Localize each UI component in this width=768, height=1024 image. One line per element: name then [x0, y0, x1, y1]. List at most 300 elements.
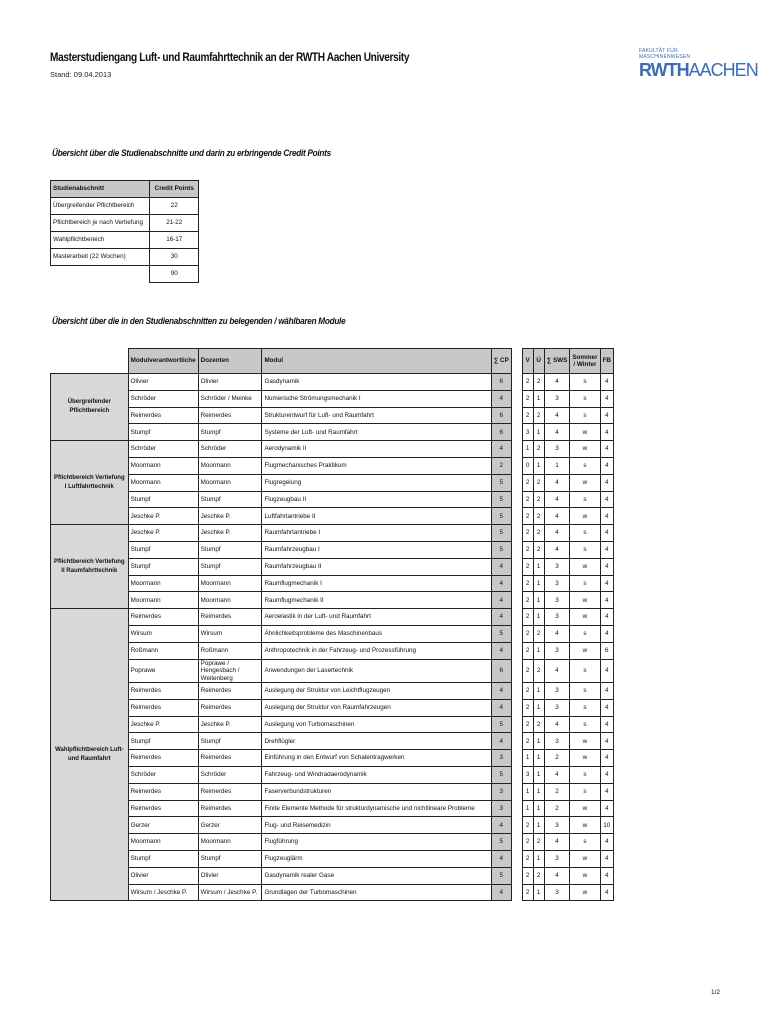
modulverantwortliche-cell: Reimerdes — [128, 783, 198, 800]
sws-cell: 3 — [544, 575, 570, 592]
modulverantwortliche-cell: Jeschke P. — [128, 508, 198, 525]
cp-cell: 3 — [491, 800, 511, 817]
modul-cell: Anthropotechnik in der Fahrzeug- und Prozessführung — [262, 642, 491, 659]
logo-aachen: AACHEN — [688, 60, 758, 80]
module-row — [51, 867, 614, 884]
cp-cell: 5 — [491, 625, 511, 642]
dozenten-cell: Moormann — [198, 457, 262, 474]
gap-cell — [511, 592, 522, 609]
semester-cell: w — [570, 884, 600, 901]
v-cell: 2 — [522, 733, 533, 750]
dozenten-cell: Reimerdes — [198, 800, 262, 817]
ue-cell: 1 — [533, 783, 544, 800]
sws-cell: 4 — [544, 625, 570, 642]
gap-cell — [511, 474, 522, 491]
sws-cell: 3 — [544, 851, 570, 868]
section-heading-modules: Übersicht über die in den Studienabschnitten zu belegenden / wählbaren Module — [52, 316, 346, 327]
gap-cell — [511, 457, 522, 474]
modul-cell: Luftfahrtantriebe II — [262, 508, 491, 525]
fb-cell: 4 — [600, 541, 613, 558]
cp-cell: 4 — [491, 592, 511, 609]
sws-cell: 3 — [544, 884, 570, 901]
fb-cell: 4 — [600, 884, 613, 901]
header-semester: Sommer / Winter — [570, 349, 600, 374]
total-blank-cell — [51, 266, 150, 283]
dozenten-cell: Reimerdes — [198, 783, 262, 800]
ue-cell: 1 — [533, 733, 544, 750]
sws-cell: 3 — [544, 699, 570, 716]
cp-cell: 5 — [491, 508, 511, 525]
v-cell: 2 — [522, 541, 533, 558]
modulverantwortliche-cell: Schröder — [128, 767, 198, 784]
modulverantwortliche-cell: Wirsum / Jeschke P. — [128, 884, 198, 901]
semester-cell: w — [570, 441, 600, 458]
semester-cell: s — [570, 491, 600, 508]
modul-cell: Flugregelung — [262, 474, 491, 491]
fb-cell: 4 — [600, 767, 613, 784]
v-cell: 2 — [522, 867, 533, 884]
modul-cell: Raumfahrtantriebe I — [262, 525, 491, 542]
semester-cell: w — [570, 851, 600, 868]
gap-cell — [511, 750, 522, 767]
dozenten-cell: Reimerdes — [198, 609, 262, 626]
modulverantwortliche-cell: Reimerdes — [128, 407, 198, 424]
v-cell: 2 — [522, 491, 533, 508]
studienabschnitt-cell: Masterarbeit (22 Wochen) — [51, 249, 150, 266]
gap-cell — [511, 800, 522, 817]
modulverantwortliche-cell: Reimerdes — [128, 800, 198, 817]
modul-cell: Flugführung — [262, 834, 491, 851]
modulverantwortliche-cell: Moormann — [128, 575, 198, 592]
module-row — [51, 558, 614, 575]
ue-cell: 1 — [533, 575, 544, 592]
semester-cell: s — [570, 457, 600, 474]
credit-points-cell: 21-22 — [150, 215, 199, 232]
semester-cell: s — [570, 716, 600, 733]
modules-header-row — [51, 349, 614, 374]
gap-cell — [511, 817, 522, 834]
v-cell: 2 — [522, 575, 533, 592]
fb-cell: 4 — [600, 508, 613, 525]
modulverantwortliche-cell: Poprawe — [128, 659, 198, 683]
modulverantwortliche-cell: Reimerdes — [128, 699, 198, 716]
fb-cell: 4 — [600, 750, 613, 767]
module-row — [51, 642, 614, 659]
module-row — [51, 457, 614, 474]
cp-cell: 5 — [491, 767, 511, 784]
gap-cell — [511, 558, 522, 575]
module-row — [51, 424, 614, 441]
semester-cell: w — [570, 424, 600, 441]
module-row — [51, 817, 614, 834]
fb-cell: 4 — [600, 800, 613, 817]
v-cell: 2 — [522, 851, 533, 868]
module-row — [51, 508, 614, 525]
module-row — [51, 800, 614, 817]
fb-cell: 4 — [600, 474, 613, 491]
modul-cell: Strukturentwurf für Luft- und Raumfahrt — [262, 407, 491, 424]
fb-cell: 4 — [600, 491, 613, 508]
fb-cell: 6 — [600, 642, 613, 659]
logo-faculty-line1: FAKULTÄT FÜR — [639, 48, 678, 54]
credit-points-cell: 16-17 — [150, 232, 199, 249]
modul-cell: Flugzeugbau II — [262, 491, 491, 508]
header-group-blank — [51, 349, 129, 374]
fb-cell: 4 — [600, 851, 613, 868]
semester-cell: s — [570, 541, 600, 558]
page-number: 1/2 — [711, 989, 721, 996]
fb-cell: 4 — [600, 457, 613, 474]
credit-points-row — [51, 249, 199, 266]
fb-cell: 4 — [600, 441, 613, 458]
modul-cell: Gasdynamik — [262, 374, 491, 391]
sws-cell: 3 — [544, 441, 570, 458]
modul-cell: Raumflugmechanik II — [262, 592, 491, 609]
v-cell: 1 — [522, 800, 533, 817]
fb-cell: 4 — [600, 592, 613, 609]
fb-cell: 4 — [600, 834, 613, 851]
semester-cell: w — [570, 609, 600, 626]
v-cell: 2 — [522, 508, 533, 525]
modul-cell: Flugmechanisches Praktikum — [262, 457, 491, 474]
ue-cell: 1 — [533, 424, 544, 441]
modul-cell: Finite Elemente Methode für strukturdynamische und nichtlineare Probleme — [262, 800, 491, 817]
module-row — [51, 407, 614, 424]
v-cell: 1 — [522, 783, 533, 800]
sws-cell: 4 — [544, 508, 570, 525]
module-row — [51, 609, 614, 626]
module-row — [51, 683, 614, 700]
semester-cell: w — [570, 817, 600, 834]
cp-cell: 4 — [491, 817, 511, 834]
cp-cell: 5 — [491, 525, 511, 542]
fb-cell: 4 — [600, 609, 613, 626]
cp-cell: 4 — [491, 575, 511, 592]
cp-cell: 5 — [491, 834, 511, 851]
ue-cell: 1 — [533, 851, 544, 868]
gap-cell — [511, 407, 522, 424]
ue-cell: 1 — [533, 683, 544, 700]
ue-cell: 2 — [533, 525, 544, 542]
cp-cell: 6 — [491, 424, 511, 441]
gap-cell — [511, 716, 522, 733]
semester-cell: w — [570, 867, 600, 884]
fb-cell: 4 — [600, 699, 613, 716]
gap-cell — [511, 733, 522, 750]
credit-points-total: 90 — [150, 266, 199, 283]
cp-cell: 5 — [491, 716, 511, 733]
group-label: Übergreifender Pflichtbereich — [51, 374, 129, 441]
cp-cell: 5 — [491, 491, 511, 508]
sws-cell: 4 — [544, 659, 570, 683]
ue-cell: 1 — [533, 642, 544, 659]
semester-cell: w — [570, 592, 600, 609]
module-row — [51, 733, 614, 750]
ue-cell: 2 — [533, 834, 544, 851]
dozenten-cell: Stumpf — [198, 558, 262, 575]
cp-cell: 5 — [491, 541, 511, 558]
dozenten-cell: Jeschke P. — [198, 716, 262, 733]
fb-cell: 4 — [600, 659, 613, 683]
ue-cell: 2 — [533, 491, 544, 508]
modul-cell: Flug- und Reisemedizin — [262, 817, 491, 834]
sws-cell: 2 — [544, 800, 570, 817]
modulverantwortliche-cell: Stumpf — [128, 733, 198, 750]
fb-cell: 4 — [600, 716, 613, 733]
gap-cell — [511, 508, 522, 525]
ue-cell: 2 — [533, 374, 544, 391]
semester-cell: s — [570, 407, 600, 424]
cp-cell: 4 — [491, 699, 511, 716]
module-row — [51, 390, 614, 407]
modul-cell: Anwendungen der Lasertechnik — [262, 659, 491, 683]
header-ue: Ü — [533, 349, 544, 374]
dozenten-cell: Poprawe / Hengesbach / Weitenberg — [198, 659, 262, 683]
v-cell: 2 — [522, 683, 533, 700]
dozenten-cell: Wirsum — [198, 625, 262, 642]
v-cell: 3 — [522, 424, 533, 441]
v-cell: 2 — [522, 817, 533, 834]
fb-cell: 4 — [600, 390, 613, 407]
header-gap — [511, 349, 522, 374]
credit-points-header-row — [51, 181, 199, 198]
sws-cell: 2 — [544, 783, 570, 800]
sws-cell: 3 — [544, 609, 570, 626]
sws-cell: 3 — [544, 683, 570, 700]
modulverantwortliche-cell: Schröder — [128, 390, 198, 407]
fb-cell: 4 — [600, 525, 613, 542]
gap-cell — [511, 525, 522, 542]
cp-cell: 5 — [491, 867, 511, 884]
module-row — [51, 834, 614, 851]
semester-cell: s — [570, 834, 600, 851]
header-v: V — [522, 349, 533, 374]
sws-cell: 3 — [544, 558, 570, 575]
modul-cell: Auslegung der Struktur von Leichtflugzeugen — [262, 683, 491, 700]
gap-cell — [511, 374, 522, 391]
semester-cell: s — [570, 625, 600, 642]
cp-cell: 5 — [491, 474, 511, 491]
modulverantwortliche-cell: Reimerdes — [128, 750, 198, 767]
fb-cell: 4 — [600, 783, 613, 800]
modulverantwortliche-cell: Stumpf — [128, 558, 198, 575]
fb-cell: 4 — [600, 733, 613, 750]
semester-cell: s — [570, 683, 600, 700]
header-sws: ∑ SWS — [544, 349, 570, 374]
semester-cell: w — [570, 474, 600, 491]
ue-cell: 2 — [533, 441, 544, 458]
module-row — [51, 491, 614, 508]
cp-cell: 4 — [491, 609, 511, 626]
dozenten-cell: Roßmann — [198, 642, 262, 659]
ue-cell: 1 — [533, 750, 544, 767]
group-label: Pflichtbereich Vertiefung II Raumfahrttechnik — [51, 525, 129, 609]
dozenten-cell: Reimerdes — [198, 699, 262, 716]
module-row — [51, 374, 614, 391]
sws-cell: 4 — [544, 867, 570, 884]
modulverantwortliche-cell: Olivier — [128, 374, 198, 391]
modul-cell: Auslegung von Turbomaschinen — [262, 716, 491, 733]
group-label: Wahlpflichtbereich Luft- und Raumfahrt — [51, 609, 129, 901]
modul-cell: Aeroelastik in der Luft- und Raumfahrt — [262, 609, 491, 626]
credit-points-row — [51, 198, 199, 215]
modulverantwortliche-cell: Roßmann — [128, 642, 198, 659]
semester-cell: s — [570, 390, 600, 407]
module-row — [51, 767, 614, 784]
header-fb: FB — [600, 349, 613, 374]
dozenten-cell: Stumpf — [198, 541, 262, 558]
modul-cell: Auslegung der Struktur von Raumfahrzeugen — [262, 699, 491, 716]
cp-cell: 4 — [491, 884, 511, 901]
group-label: Pflichtbereich Vertiefung I Luftfahrttechnik — [51, 441, 129, 525]
cp-cell: 4 — [491, 642, 511, 659]
logo-wordmark — [639, 60, 758, 80]
ue-cell: 1 — [533, 609, 544, 626]
fb-cell: 4 — [600, 424, 613, 441]
v-cell: 2 — [522, 558, 533, 575]
header-modul: Modul — [262, 349, 491, 374]
ue-cell: 1 — [533, 592, 544, 609]
ue-cell: 2 — [533, 541, 544, 558]
semester-cell: s — [570, 525, 600, 542]
modul-cell: Aerodynamik II — [262, 441, 491, 458]
sws-cell: 4 — [544, 525, 570, 542]
semester-cell: s — [570, 699, 600, 716]
ue-cell: 2 — [533, 867, 544, 884]
module-row — [51, 575, 614, 592]
header-studienabschnitt: Studienabschnitt — [51, 181, 150, 198]
gap-cell — [511, 541, 522, 558]
ue-cell: 1 — [533, 884, 544, 901]
modul-cell: Raumfahrzeugbau I — [262, 541, 491, 558]
fb-cell: 4 — [600, 683, 613, 700]
v-cell: 3 — [522, 767, 533, 784]
gap-cell — [511, 642, 522, 659]
modulverantwortliche-cell: Stumpf — [128, 851, 198, 868]
v-cell: 2 — [522, 625, 533, 642]
dozenten-cell: Reimerdes — [198, 750, 262, 767]
dozenten-cell: Moormann — [198, 575, 262, 592]
ue-cell: 2 — [533, 659, 544, 683]
gap-cell — [511, 851, 522, 868]
modul-cell: Fahrzeug- und Windradaerodynamik — [262, 767, 491, 784]
studienabschnitt-cell: Übergreifender Pflichtbereich — [51, 198, 150, 215]
modulverantwortliche-cell: Reimerdes — [128, 609, 198, 626]
dozenten-cell: Moormann — [198, 592, 262, 609]
credit-points-table — [50, 180, 199, 283]
header-credit-points: Credit Points — [150, 181, 199, 198]
modulverantwortliche-cell: Stumpf — [128, 424, 198, 441]
modul-cell: Raumflugmechanik I — [262, 575, 491, 592]
sws-cell: 4 — [544, 474, 570, 491]
gap-cell — [511, 609, 522, 626]
gap-cell — [511, 867, 522, 884]
cp-cell: 4 — [491, 683, 511, 700]
modulverantwortliche-cell: Gerzer — [128, 817, 198, 834]
modulverantwortliche-cell: Jeschke P. — [128, 716, 198, 733]
sws-cell: 3 — [544, 733, 570, 750]
credit-points-total-row — [51, 266, 199, 283]
sws-cell: 4 — [544, 424, 570, 441]
fb-cell: 4 — [600, 407, 613, 424]
v-cell: 2 — [522, 659, 533, 683]
gap-cell — [511, 834, 522, 851]
module-row — [51, 525, 614, 542]
fb-cell: 10 — [600, 817, 613, 834]
gap-cell — [511, 424, 522, 441]
dozenten-cell: Moormann — [198, 834, 262, 851]
ue-cell: 2 — [533, 625, 544, 642]
dozenten-cell: Reimerdes — [198, 407, 262, 424]
logo-rwth: RWTH — [639, 60, 689, 80]
v-cell: 2 — [522, 642, 533, 659]
fb-cell: 4 — [600, 575, 613, 592]
v-cell: 2 — [522, 716, 533, 733]
credit-points-row — [51, 232, 199, 249]
v-cell: 1 — [522, 750, 533, 767]
module-row — [51, 716, 614, 733]
v-cell: 2 — [522, 592, 533, 609]
ue-cell: 1 — [533, 767, 544, 784]
gap-cell — [511, 625, 522, 642]
gap-cell — [511, 575, 522, 592]
semester-cell: s — [570, 767, 600, 784]
studienabschnitt-cell: Pflichtbereich je nach Vertiefung — [51, 215, 150, 232]
v-cell: 2 — [522, 390, 533, 407]
sws-cell: 3 — [544, 642, 570, 659]
module-row — [51, 750, 614, 767]
cp-cell: 4 — [491, 390, 511, 407]
v-cell: 2 — [522, 474, 533, 491]
cp-cell: 4 — [491, 558, 511, 575]
module-row — [51, 592, 614, 609]
logo-faculty-line2: MASCHINENWESEN — [639, 54, 691, 60]
dozenten-cell: Stumpf — [198, 733, 262, 750]
modulverantwortliche-cell: Stumpf — [128, 491, 198, 508]
semester-cell: s — [570, 575, 600, 592]
credit-points-cell: 22 — [150, 198, 199, 215]
sws-cell: 4 — [544, 834, 570, 851]
dozenten-cell: Olivier — [198, 374, 262, 391]
gap-cell — [511, 683, 522, 700]
gap-cell — [511, 767, 522, 784]
modul-cell: Raumfahrzeugbau II — [262, 558, 491, 575]
cp-cell: 3 — [491, 750, 511, 767]
dozenten-cell: Gerzer — [198, 817, 262, 834]
sws-cell: 3 — [544, 817, 570, 834]
semester-cell: s — [570, 659, 600, 683]
modulverantwortliche-cell: Schröder — [128, 441, 198, 458]
v-cell: 2 — [522, 609, 533, 626]
header-modulverantwortliche: Modulverantwortliche — [128, 349, 198, 374]
sws-cell: 4 — [544, 407, 570, 424]
cp-cell: 6 — [491, 407, 511, 424]
modulverantwortliche-cell: Olivier — [128, 867, 198, 884]
v-cell: 0 — [522, 457, 533, 474]
gap-cell — [511, 659, 522, 683]
fb-cell: 4 — [600, 374, 613, 391]
gap-cell — [511, 884, 522, 901]
modulverantwortliche-cell: Reimerdes — [128, 683, 198, 700]
dozenten-cell: Schröder / Meinke — [198, 390, 262, 407]
modulverantwortliche-cell: Moormann — [128, 457, 198, 474]
modulverantwortliche-cell: Moormann — [128, 592, 198, 609]
sws-cell: 4 — [544, 716, 570, 733]
modules-table — [50, 348, 614, 901]
modul-cell: Einführung in den Entwurf von Schalentragwerken — [262, 750, 491, 767]
ue-cell: 2 — [533, 407, 544, 424]
dozenten-cell: Schröder — [198, 767, 262, 784]
